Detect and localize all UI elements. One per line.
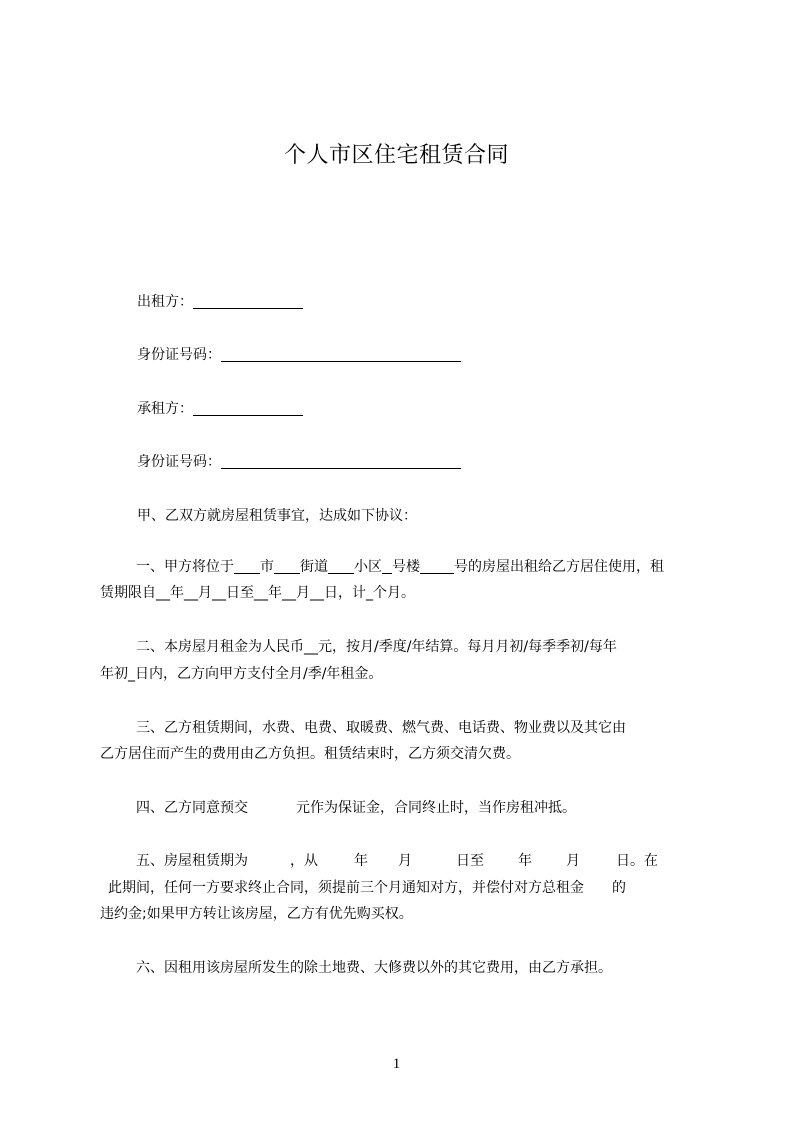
clause-1-line-1: 一、甲方将位于 市 街道 小区 号楼 号的房屋出租给乙方居住使用，租	[136, 559, 664, 575]
blank-unit[interactable]	[420, 557, 454, 574]
blank-street[interactable]	[274, 557, 300, 574]
lessor-id-field	[137, 340, 737, 370]
page-number: 1	[392, 1056, 401, 1072]
clause-2-line-1: 二、本房屋月租金为人民币__元，按月/季度/年结算。每月月初/每季季初/每年	[136, 639, 617, 655]
blank-community[interactable]	[328, 557, 354, 574]
lessee-id-field	[137, 447, 737, 477]
lessee-id-label: 身份证号码：	[137, 454, 221, 470]
intro-paragraph: 甲、乙双方就房屋租赁事宜，达成如下协议：	[137, 508, 417, 524]
lessor-id-label: 身份证号码：	[137, 347, 221, 363]
lessee-label: 承租方：	[137, 401, 193, 417]
lessor-field	[137, 287, 737, 317]
clause-5-line-2: 此期间，任何一方要求终止合同，须提前三个月通知对方，并偿付对方总租金 的	[108, 880, 626, 896]
clause-6-line-1: 六、因租用该房屋所发生的除土地费、大修费以外的其它费用，由乙方承担。	[136, 960, 612, 976]
clause-5-line-3: 违约金;如果甲方转让该房屋，乙方有优先购买权。	[100, 906, 413, 922]
clause-5-line-1: 五、房屋租赁期为 ，从 年 月 日至 年 月 日。在	[136, 853, 658, 869]
lessee-id-blank[interactable]	[221, 452, 461, 469]
lessor-id-blank[interactable]	[221, 345, 461, 362]
document-title: 个人市区住宅租赁合同	[283, 143, 509, 168]
lessor-label: 出租方：	[137, 294, 193, 310]
blank-city[interactable]	[234, 557, 260, 574]
blank-building[interactable]	[382, 557, 392, 574]
lessee-field	[137, 394, 737, 424]
clause-2-line-2: 年初_日内，乙方向甲方支付全月/季/年租金。	[100, 666, 383, 682]
clause-1-line-2: 赁期限自__年__月__日至__年__月__日，计_个月。	[100, 585, 415, 601]
clause-3-line-2: 乙方居住而产生的费用由乙方负担。租赁结束时，乙方须交清欠费。	[100, 746, 520, 762]
lessor-blank[interactable]	[193, 292, 303, 309]
lessee-blank[interactable]	[193, 399, 303, 416]
clause-3-line-1: 三、乙方租赁期间，水费、电费、取暖费、燃气费、电话费、物业费以及其它由	[136, 720, 626, 736]
clause-4-line-1: 四、乙方同意预交 元作为保证金，合同终止时，当作房租冲抵。	[136, 800, 576, 816]
